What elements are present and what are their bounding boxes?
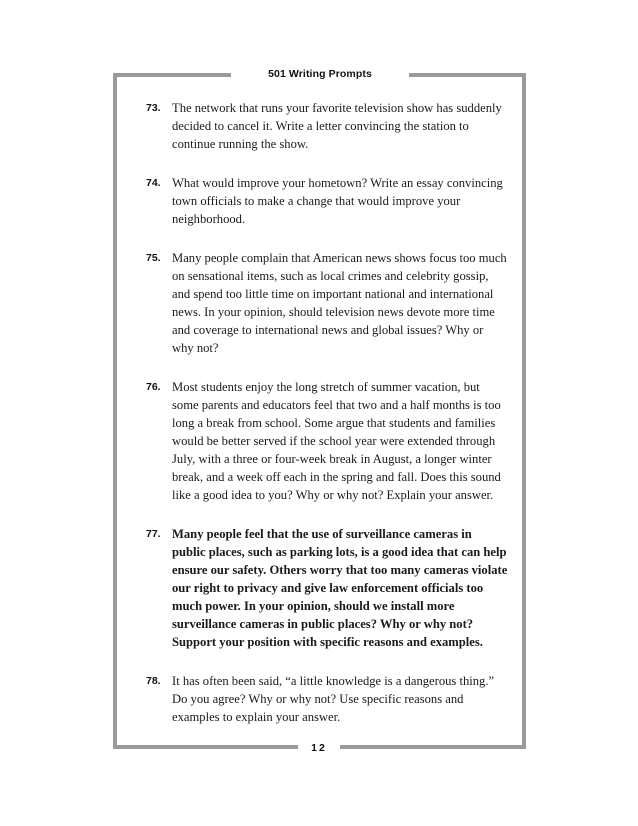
prompt-item-75 [146, 249, 508, 357]
prompt-number: 76. [146, 381, 161, 393]
prompt-item-76 [146, 378, 508, 504]
page-footer [298, 737, 340, 759]
prompt-text: Most students enjoy the long stretch of summer vacation, but some parents and educators feel that two and a half months is too long a break from school. Some argue that students and families would be better served if the school year were extended through July, with a three or four-week break in August, a longer winter break, and a week off each in the spring and fall. Does this sound like a good idea to you? Why or why not? Explain your answer. [172, 380, 501, 502]
prompt-number: 78. [146, 675, 161, 687]
prompt-text-highlighted: Many people feel that the use of surveillance cameras in public places, such as parking lots, is a good idea that can help ensure our safety. Others worry that too many cameras violate our right to privacy and give law enforcement officials too much power. In your opinion, should we install more surveillance cameras in public places? Why or why not? Support your position with specific reasons and examples. [172, 527, 508, 649]
running-header [231, 63, 409, 85]
prompt-number: 73. [146, 102, 161, 114]
prompt-text: Many people complain that American news shows focus too much on sensational items, such as local crimes and celebrity gossip, and spend too little time on important national and international news. In your opinion, should television news devote more time and coverage to international news and global issues? Why or why not? [172, 251, 507, 355]
prompt-number: 74. [146, 177, 161, 189]
prompt-text: The network that runs your favorite television show has suddenly decided to cancel it. Write a letter convincing the station to continue running the show. [172, 101, 502, 151]
prompt-item-77 [146, 525, 508, 651]
prompt-text: What would improve your hometown? Write an essay convincing town officials to make a change that would improve your neighborhood. [172, 176, 503, 226]
prompt-item-74 [146, 174, 508, 228]
prompt-number: 75. [146, 252, 161, 264]
prompt-text: It has often been said, “a little knowledge is a dangerous thing.” Do you agree? Why or why not? Use specific reasons and examples to explain your answer. [172, 674, 495, 724]
prompt-item-78 [146, 672, 508, 726]
prompt-list [146, 99, 508, 747]
header-title: 501 Writing Prompts [268, 68, 372, 80]
prompt-item-73 [146, 99, 508, 153]
page-number: 12 [311, 742, 327, 754]
prompt-number: 77. [146, 528, 161, 540]
